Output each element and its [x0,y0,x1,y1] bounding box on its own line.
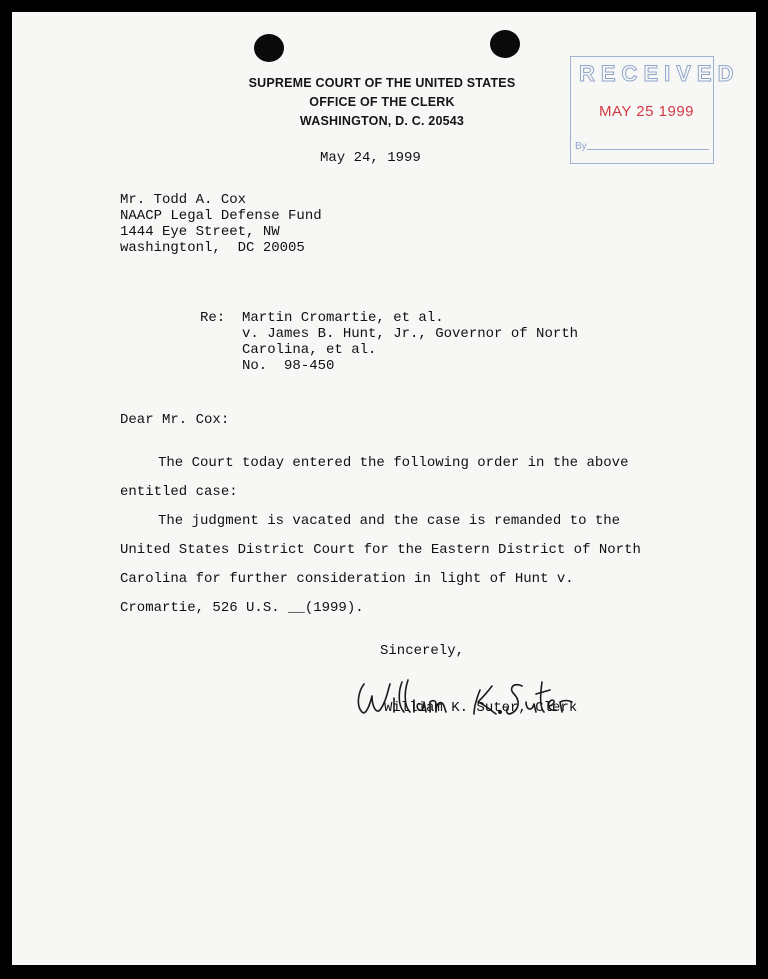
body-line: Cromartie, 526 U.S. __(1999). [120,600,364,616]
letterhead-court: SUPREME COURT OF THE UNITED STATES [248,76,516,90]
recipient-org: NAACP Legal Defense Fund [120,208,322,224]
re-line-2: v. James B. Hunt, Jr., Governor of North [242,326,579,342]
letterhead-address: WASHINGTON, D. C. 20543 [299,114,465,128]
salutation: Dear Mr. Cox: [120,412,230,428]
letter-date: May 24, 1999 [320,150,421,166]
re-line-4: No. 98-450 [242,358,335,374]
stamp-received-text: RECEIVED [579,61,740,86]
received-stamp [570,56,740,164]
re-line-1: Martin Cromartie, et al. [242,310,444,326]
body-line: Carolina for further consideration in light of Hunt v. [120,571,574,587]
re-label: Re: [200,310,226,326]
stamp-signature-line [587,149,709,150]
re-line-3: Carolina, et al. [242,342,377,358]
punch-hole-left [254,34,284,62]
stamp-date: MAY 25 1999 [599,103,695,120]
recipient-street: 1444 Eye Street, NW [120,224,280,240]
punch-hole-right [490,30,520,58]
letterhead-office: OFFICE OF THE CLERK [309,95,455,109]
closing: Sincerely, [380,643,465,659]
recipient-name: Mr. Todd A. Cox [120,192,247,208]
body-line: United States District Court for the Eastern District of North [120,542,641,558]
signer-name: William K. Suter, Clerk [384,700,578,716]
letter-page [12,12,756,965]
body-line: entitled case: [120,484,238,500]
letterhead [212,74,552,131]
recipient-city: washingtonl, DC 20005 [120,240,305,256]
body-line: The Court today entered the following order in the above [158,455,629,471]
stamp-by-label: By [575,141,587,152]
body-line: The judgment is vacated and the case is remanded to the [158,513,621,529]
